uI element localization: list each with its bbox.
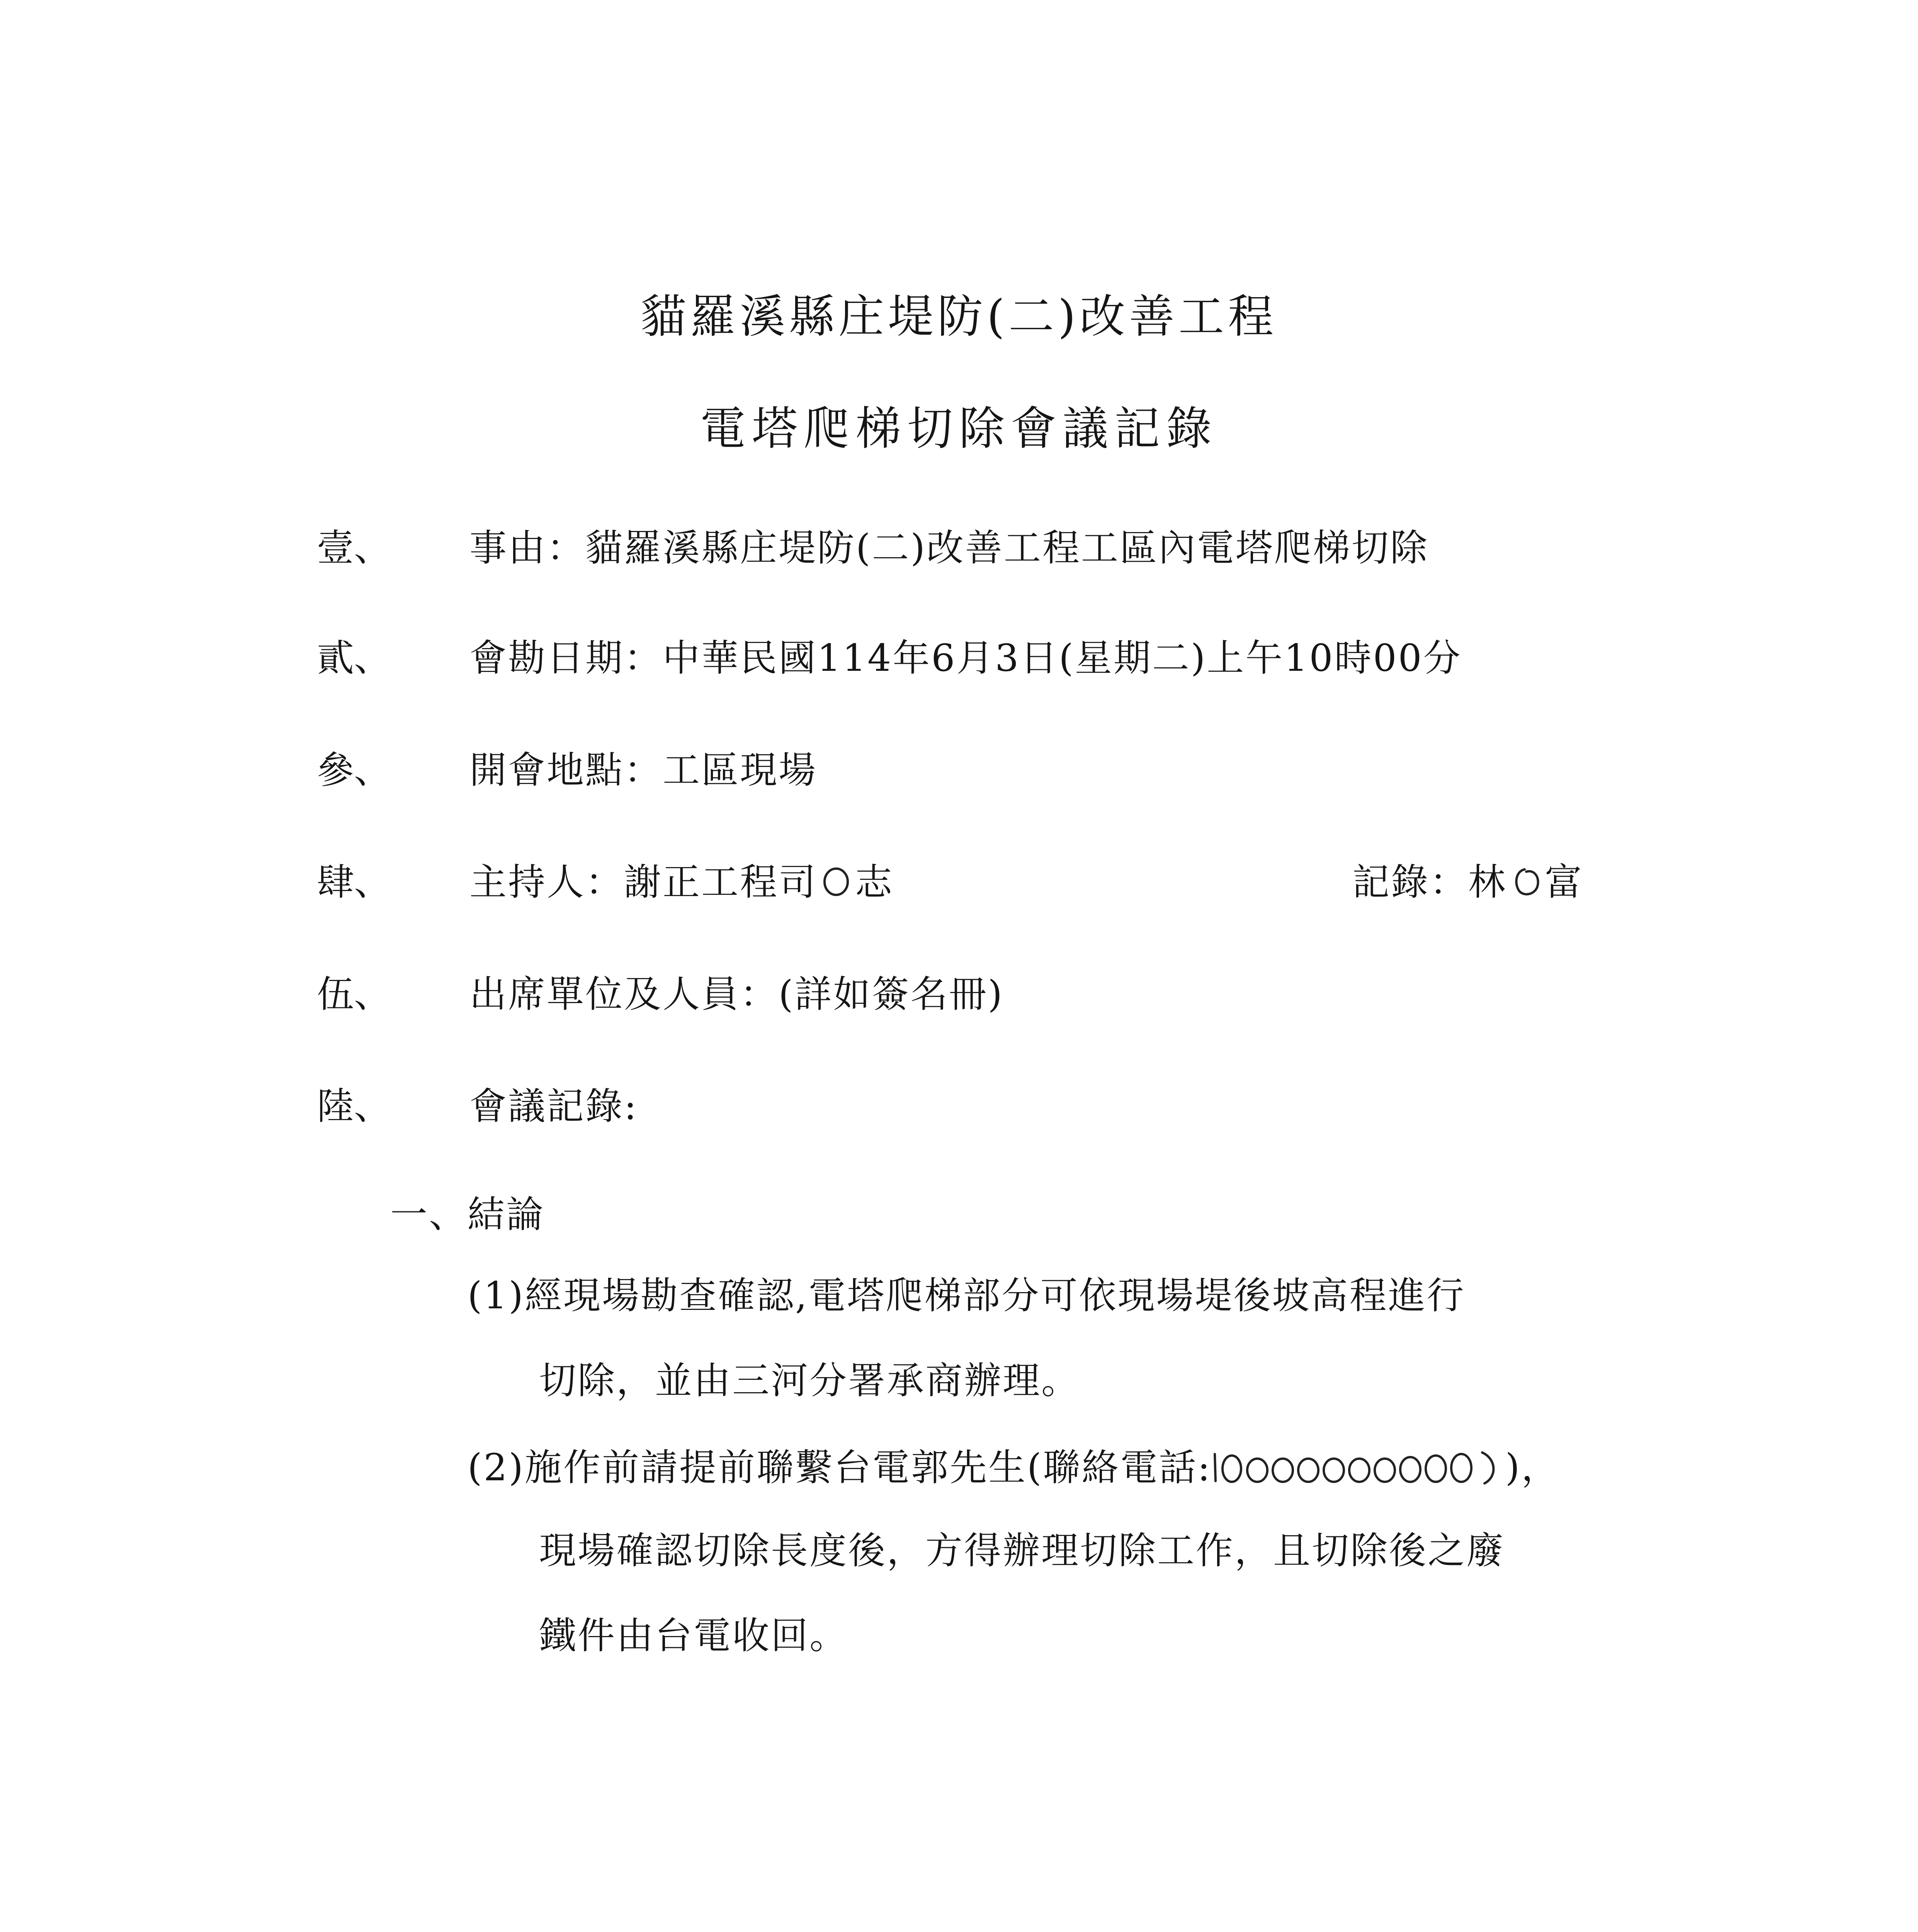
conclusion-item-2-cont-1: 現場確認切除長度後，方得辦理切除工作，且切除後之廢 (539, 1529, 1505, 1572)
section-number-2: 貳、 (317, 636, 391, 680)
section-number-1: 壹、 (317, 526, 391, 570)
conclusion-item-1: (1)經現場勘查確認,電塔爬梯部分可依現場堤後坡高程進行 (468, 1274, 1466, 1317)
section-number-4: 肆、 (317, 861, 391, 904)
section-subject: 事由：貓羅溪縣庄堤防(二)改善工程工區內電塔爬梯切除 (469, 526, 1429, 570)
section-recorder (1352, 861, 1583, 904)
section-date: 會勘日期：中華民國114年6月3日(星期二)上午10時00分 (469, 636, 1462, 680)
chair-name-end: 志 (855, 861, 894, 904)
recorder-name-end: 富 (1545, 861, 1583, 904)
redaction-circle-icon (1509, 864, 1542, 897)
conclusion-item-2-cont-2: 鐵件由台電收回。 (539, 1614, 848, 1657)
item-2-text-a: (2)施作前請提前聯繫台電郭先生(聯絡電話: (468, 1446, 1212, 1489)
redaction-circle-icon (820, 864, 853, 897)
conclusion-item-2 (468, 1446, 1560, 1489)
recorder-label: 記錄：林 (1352, 861, 1507, 904)
chair-label: 主持人：謝正工程司 (469, 861, 817, 904)
section-attendees: 出席單位及人員：(詳如簽名冊) (469, 973, 1004, 1016)
section-chair (469, 861, 894, 904)
item-2-text-b: )， (1505, 1446, 1560, 1489)
section-number-6: 陸、 (317, 1085, 391, 1128)
document-title: 貓羅溪縣庄堤防(二)改善工程 (640, 290, 1278, 343)
section-number-5: 伍、 (317, 973, 391, 1016)
conclusion-heading: 一、結論 (390, 1193, 545, 1236)
section-minutes: 會議記錄: (469, 1085, 638, 1128)
conclusion-item-1-cont: 切除，並由三河分署承商辦理。 (539, 1359, 1080, 1402)
handwritten-phone-number (1212, 1447, 1505, 1486)
section-number-3: 參、 (317, 748, 391, 792)
document-subtitle: 電塔爬梯切除會議記錄 (700, 402, 1218, 455)
section-location: 開會地點：工區現場 (469, 748, 817, 792)
